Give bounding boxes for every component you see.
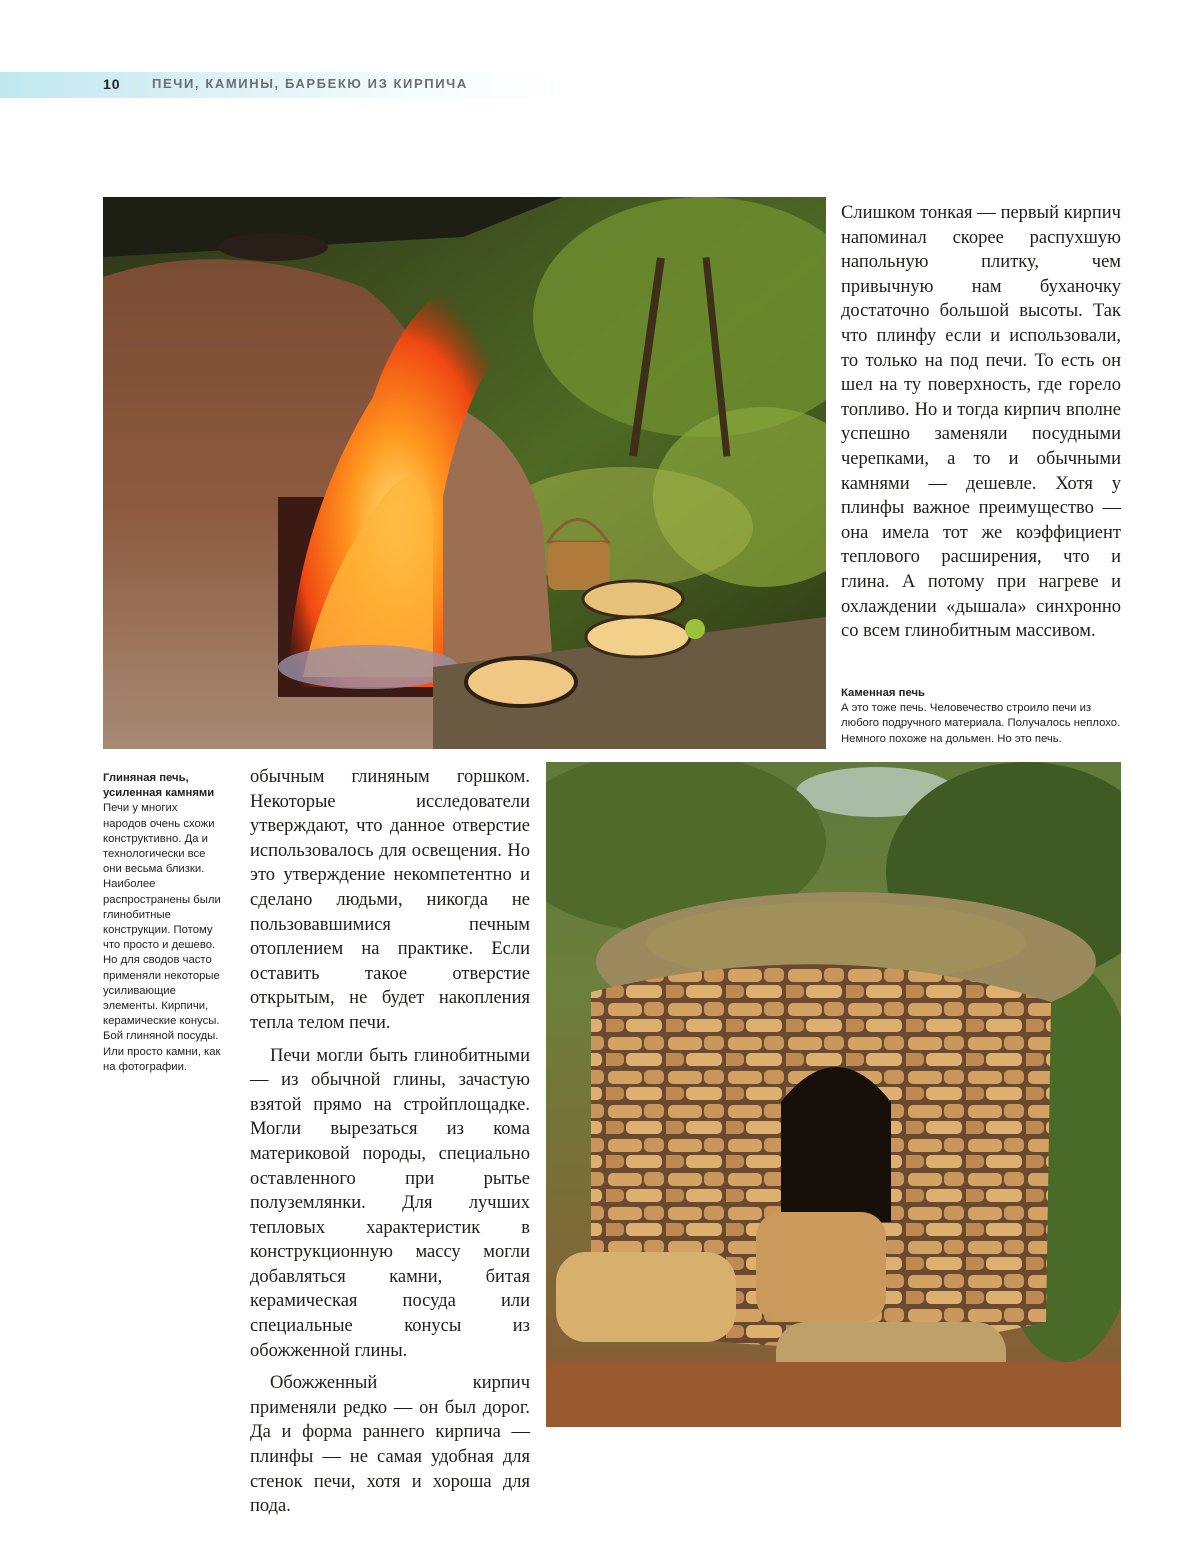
- photo-clay-oven-with-fire: [103, 197, 826, 749]
- paragraph: Слишком тонкая — первый кирпич напоминал скорее распухшую напольную плитку, чем привычную нам буханочку достаточно большой высоты. Так что плинфу если и использовали, то только на под печи. То есть он шел на ту поверхность, где горело топливо. Но и тогда кирпич вполне успешно заменяли посудными черепками, а то и обычными камнями — дешевле. Хотя у плинфы важное преимущество — она имела тот же коэффициент теплового расширения, что и глина. А потому при нагреве и охлаждении «дышала» синхронно со всем глинобитным массивом.: [841, 203, 1121, 642]
- caption-stone-oven: [841, 686, 1126, 747]
- caption-title: Каменная печь: [841, 687, 925, 699]
- paragraph: Обожженный кирпич применяли редко — он был дорог. Да и форма раннего кирпича — плинфы — не самая удобная для стенок печи, хотя и хороша для пода.: [250, 1373, 530, 1517]
- page-number: 10: [103, 76, 121, 92]
- paragraph: Печи могли быть глинобитными — из обычной глины, зачастую взятой прямо на стройплощадке. Могли вырезаться из кома материковой породы, специально оставленного при рытье полуземлянки. Для лучших тепловых характеристик в конструкционную массу могли добавляться камни, битая керамическая посуда или специальные конусы из обожженной глины.: [250, 1045, 530, 1361]
- right-column-text: [841, 201, 1121, 644]
- paragraph: обычным глиняным горшком. Некоторые исследователи утверждают, что данное отверстие использовалось для освещения. Но это утверждение некомпетентно и сделано людьми, никогда не пользовавшимися печным отоплением на практике. Если оставить такое отверстие открытым, не будет накопления тепла телом печи.: [250, 767, 530, 1033]
- caption-text: А это тоже печь. Человечество строило печи из любого подручного материала. Получалось неплохо. Немного похоже на дольмен. Но это печь.: [841, 702, 1121, 745]
- running-title: ПЕЧИ, КАМИНЫ, БАРБЕКЮ ИЗ КИРПИЧА: [152, 76, 468, 91]
- caption-text: Печи у многих народов очень схожи конструктивно. Да и технологически все они весьма близки. Наиболее распространены были глинобитные конструкции. Потому что просто и дешево. Но для сводов часто применяли некоторые усиливающие элементы. Кирпичи, керамические конусы. Бой глиняной посуды. Или просто камни, как на фотографии.: [103, 802, 221, 1073]
- caption-clay-oven: [103, 771, 221, 1075]
- middle-column-text: [250, 765, 530, 1519]
- caption-title: Глиняная печь, усиленная камнями: [103, 772, 215, 800]
- photo-stone-oven: [546, 762, 1121, 1427]
